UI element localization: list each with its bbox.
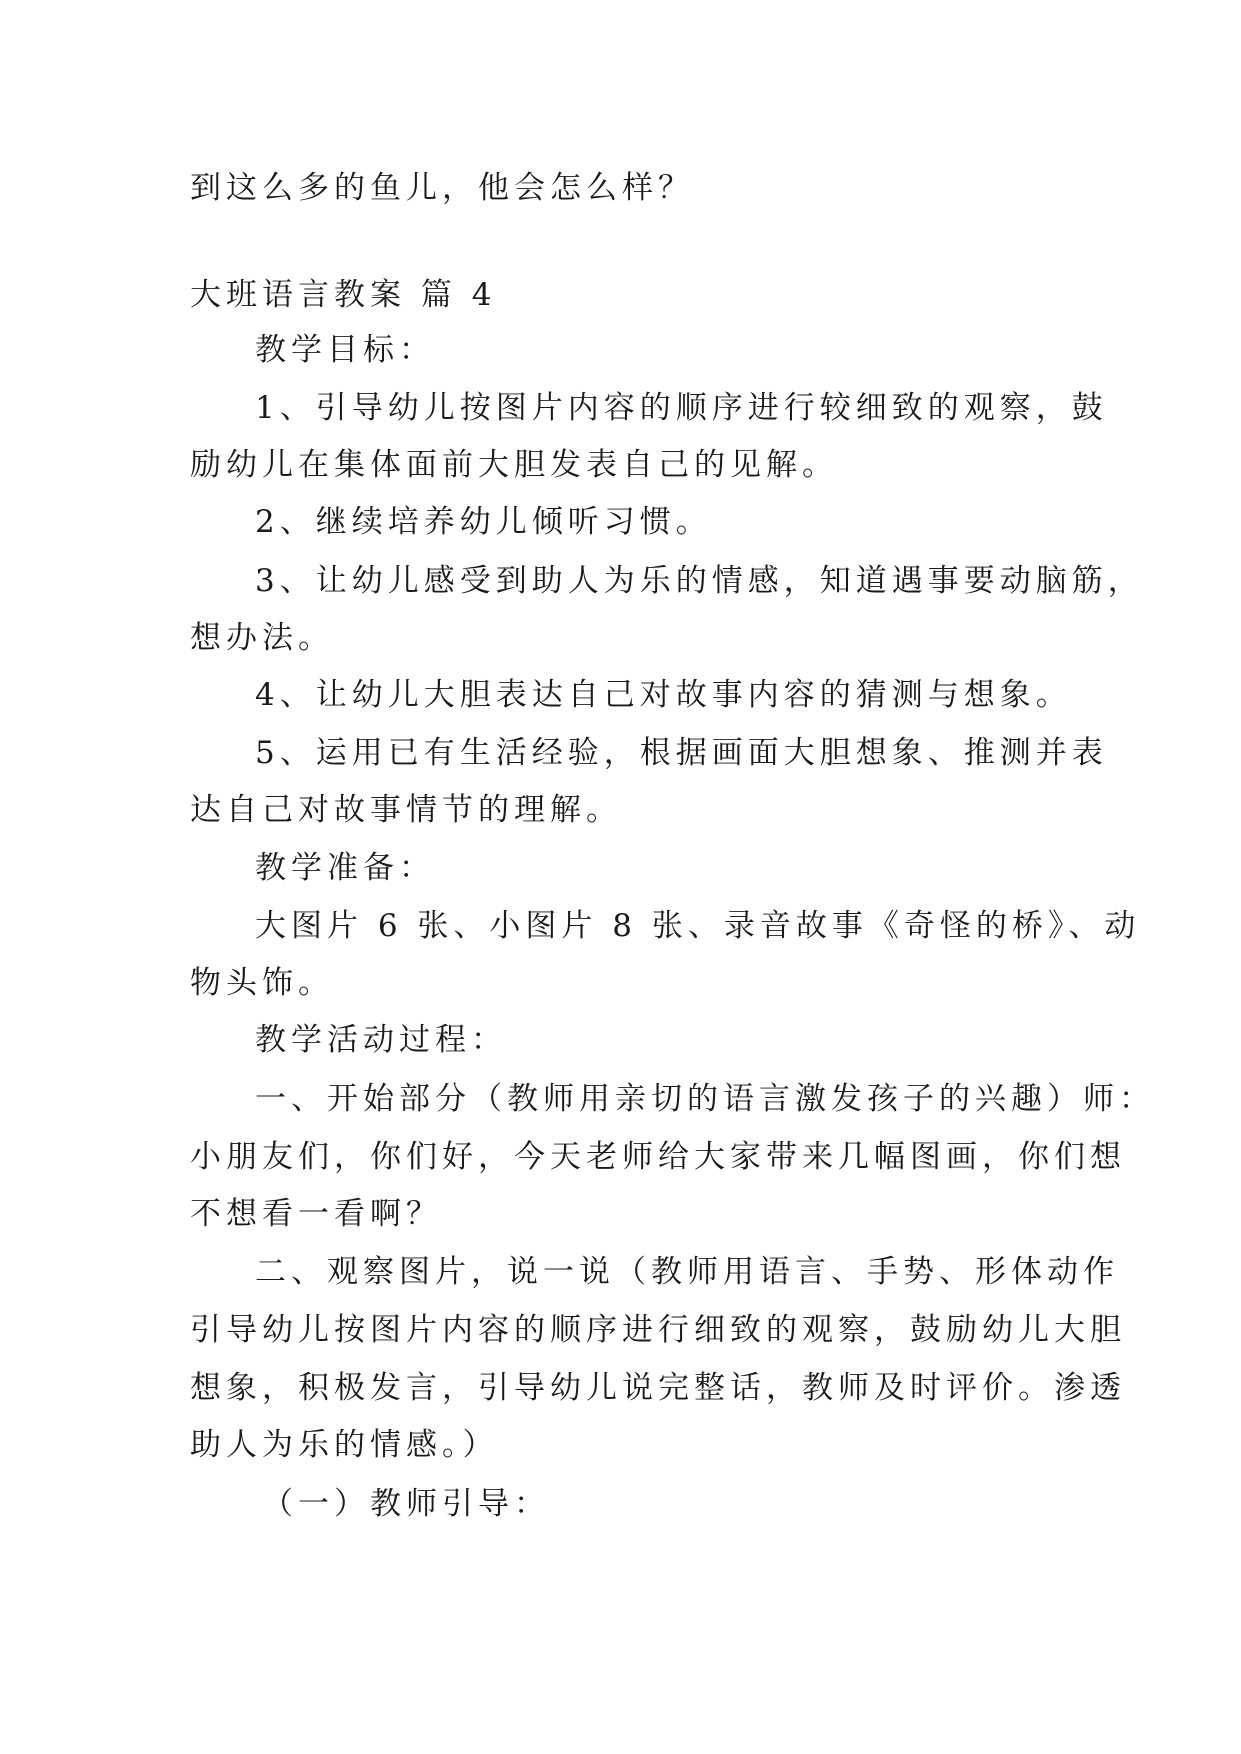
part-2-line-2: 引导幼儿按图片内容的顺序进行细致的观察，鼓励幼儿大胆 (190, 1312, 1126, 1348)
preparation-heading: 教学准备： (255, 850, 435, 886)
objective-3-line-1: 3、让幼儿感受到助人为乐的情感，知道遇事要动脑筋， (255, 563, 1144, 599)
objective-5-line-1: 5、运用已有生活经验，根据画面大胆想象、推测并表 (255, 735, 1108, 771)
part-2-line-1: 二、观察图片，说一说（教师用语言、手势、形体动作 (255, 1254, 1119, 1290)
part-1-line-1: 一、开始部分（教师用亲切的语言激发孩子的兴趣）师： (255, 1081, 1155, 1117)
part-2-line-4: 助人为乐的情感。） (190, 1427, 499, 1463)
objective-5-line-2: 达自己对故事情节的理解。 (190, 792, 622, 828)
part-1-line-3: 不想看一看啊？ (190, 1196, 442, 1232)
sub-section-1-heading: （一）教师引导： (262, 1486, 550, 1522)
objective-1-line-2: 励幼儿在集体面前大胆发表自己的见解。 (190, 447, 838, 483)
objective-2: 2、继续培养幼儿倾听习惯。 (255, 504, 712, 540)
preparation-line-2: 物头饰。 (190, 965, 334, 1001)
section-title: 大班语言教案 篇 4 (190, 277, 497, 313)
process-heading: 教学活动过程： (255, 1022, 507, 1058)
objectives-heading: 教学目标： (255, 332, 435, 368)
objective-1-line-1: 1、引导幼儿按图片内容的顺序进行较细致的观察，鼓 (255, 390, 1108, 426)
objective-3-line-2: 想办法。 (190, 620, 334, 656)
part-2-line-3: 想象，积极发言，引导幼儿说完整话，教师及时评价。渗透 (190, 1370, 1126, 1406)
carry-over-text: 到这么多的鱼儿，他会怎么样？ (190, 170, 694, 206)
objective-4: 4、让幼儿大胆表达自己对故事内容的猜测与想象。 (255, 677, 1072, 713)
preparation-line-1: 大图片 6 张、小图片 8 张、录音故事《奇怪的桥》、动 (255, 908, 1141, 944)
part-1-line-2: 小朋友们，你们好，今天老师给大家带来几幅图画，你们想 (190, 1139, 1126, 1175)
